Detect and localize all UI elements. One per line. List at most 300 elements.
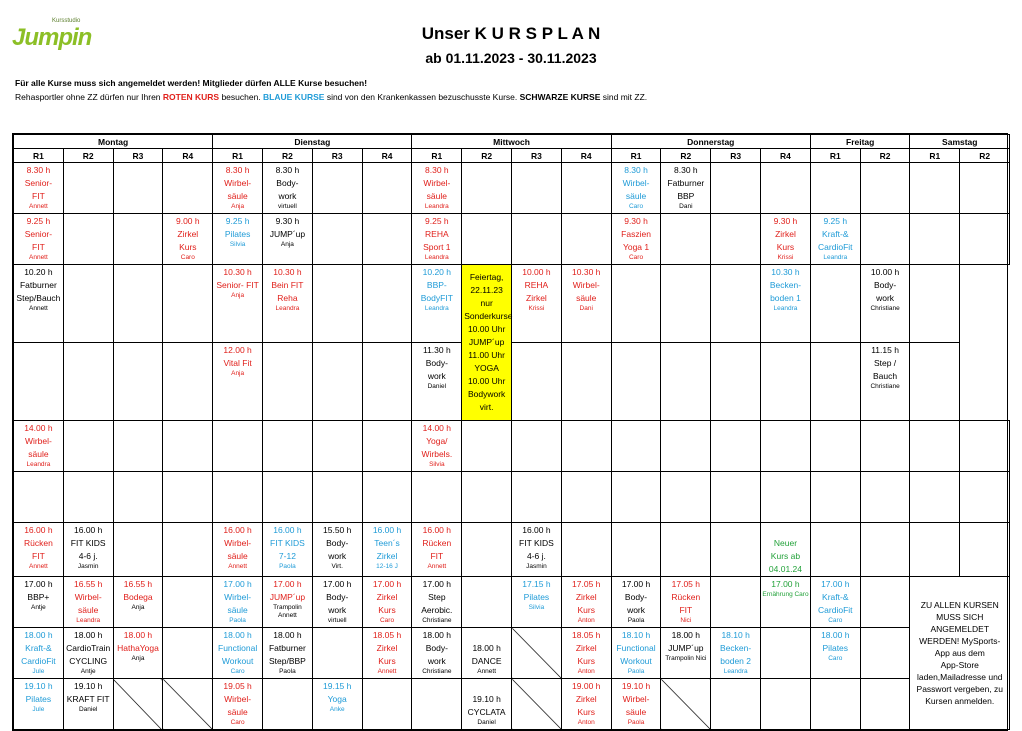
empty-cell [860,577,910,628]
empty-cell [213,472,263,523]
time-slot-row [14,421,1010,472]
instructor-name: Leandra [424,254,449,261]
empty-cell [362,679,412,730]
room-header: R4 [163,149,213,163]
empty-cell [362,472,412,523]
day-header-4: Freitag [810,135,910,149]
instructor-name: Leandra [424,305,449,312]
no-course-cell [113,679,163,730]
instructor-name: Caro [230,719,245,726]
no-course-cell [512,628,562,679]
black-course-label: SCHWARZE KURSE [519,92,601,102]
empty-cell [711,163,761,214]
course-cell: 9.25 h Kraft-& CardioFit Leandra [810,214,860,265]
course-cell: 18.00 h HathaYoga Anja [113,628,163,679]
instructor-name: Virt. [331,563,343,570]
empty-cell [910,214,960,265]
instructor-name: Antje [30,604,46,611]
instructor-name: Ernährung Caro [762,591,809,598]
empty-cell [312,343,362,421]
empty-cell [462,421,512,472]
empty-cell [163,343,213,421]
empty-cell [661,523,711,577]
room-header: R4 [362,149,412,163]
instructor-name: Christiane [870,383,900,390]
empty-cell [860,628,910,679]
instructor-name: Caro [379,617,395,624]
time-slot-row [14,679,1010,730]
instructor-name: Jasmin [77,563,99,570]
empty-cell [462,472,512,523]
empty-cell [860,679,910,730]
empty-cell [263,343,313,421]
holiday-note: Feiertag, 22.11.23 nur Sonderkurse 10.00 Uhr JUMP´up 11.00 Uhr YOGA 10.00 Uhr Bodywork virt. [462,265,512,421]
instructor-name: Christiane [422,668,452,675]
course-cell: 9.30 h Zirkel Kurs Krissi [761,214,811,265]
course-cell: 14.00 h Wirbel- säule Leandra [14,421,64,472]
info-line-1: Für alle Kurse muss sich angemeldet werden! Mitglieder dürfen ALLE Kurse besuchen! [15,78,368,88]
empty-cell [561,421,611,472]
instructor-name: Daniel [78,706,98,713]
empty-cell [163,628,213,679]
empty-cell [362,265,412,343]
empty-cell [711,265,761,343]
instructor-name: Anja [231,292,245,299]
empty-cell [661,265,711,343]
room-header: R2 [960,149,1010,163]
instructor-name: Trampolin Nici [665,655,707,662]
instructor-name: Annett [29,254,48,261]
empty-cell [362,421,412,472]
course-cell: 18.10 h Functional Workout Paola [611,628,661,679]
instructor-name: Jule [32,668,45,675]
empty-cell [611,472,661,523]
room-header: R1 [14,149,64,163]
course-cell: 18.00 h CardioTrain CYCLING Antje [63,628,113,679]
empty-cell [810,421,860,472]
course-cell: 16.55 h Bodega Anja [113,577,163,628]
instructor-name: Caro [628,254,644,261]
course-cell: 17.00 h Body- work Paola [611,577,661,628]
empty-cell [810,523,860,577]
course-cell: 17.00 h Wirbel- säule Paola [213,577,263,628]
empty-cell [462,523,512,577]
empty-cell [63,421,113,472]
course-cell: 10.30 h Senior- FIT Anja [213,265,263,343]
instructor-name: Anton [577,719,595,726]
empty-cell [63,163,113,214]
instructor-name: Anja [131,604,145,611]
empty-cell [14,343,64,421]
empty-cell [960,214,1010,265]
empty-cell [810,472,860,523]
day-header-1: Dienstag [213,135,412,149]
course-cell: 10.30 h Becken- boden 1 Leandra [761,265,811,343]
empty-cell [761,421,811,472]
instructor-name: Anja [280,241,294,248]
course-cell: 18.00 h Fatburner Step/BBP Paola [263,628,313,679]
course-cell: 19.10 h Wirbel- säule Paola [611,679,661,730]
empty-cell [512,472,562,523]
empty-cell [910,343,960,421]
empty-cell [561,523,611,577]
empty-cell [512,421,562,472]
empty-cell [561,343,611,421]
course-cell: 11.15 h Step / Bauch Christiane [860,343,910,421]
empty-cell [910,421,960,472]
empty-cell [810,343,860,421]
empty-cell [462,163,512,214]
empty-cell [711,214,761,265]
instructor-name: Paola [627,668,645,675]
time-slot-row [14,343,1010,421]
course-cell: 9.25 h Senior- FIT Annett [14,214,64,265]
empty-cell [561,472,611,523]
instructor-name: Annett [228,563,248,570]
time-slot-row [14,472,1010,523]
instructor-name: Anke [329,706,345,713]
course-cell: 16.00 h Rücken FIT Annett [14,523,64,577]
empty-cell [163,421,213,472]
instructor-name: Annett [29,305,48,312]
instructor-name: Caro [180,254,195,261]
course-cell: 18.00 h Functional Workout Caro [213,628,263,679]
empty-cell [761,163,811,214]
course-cell: 8.30 h Body- work virtuell [263,163,313,214]
no-course-cell [163,679,213,730]
instructor-name: Anja [231,203,245,210]
empty-cell [512,343,562,421]
instructor-name: Leandra [723,668,748,675]
instructor-name: Caro [230,668,245,675]
instructor-name: virtuell [327,617,347,624]
date-range: ab 01.11.2023 - 30.11.2023 [425,50,597,66]
empty-cell [910,163,960,214]
course-cell: 14.00 h Yoga/ Wirbels. Silvia [412,421,462,472]
course-cell: 19.10 h KRAFT FIT Daniel [63,679,113,730]
course-cell: 8.30 h Senior- FIT Annett [14,163,64,214]
logo-wordmark: Jumpin [12,24,92,51]
empty-cell [860,523,910,577]
room-header: R3 [711,149,761,163]
course-cell: 18.00 h Pilates Caro [810,628,860,679]
empty-cell [661,472,711,523]
instructor-name: Leandra [424,203,449,210]
empty-cell [711,472,761,523]
course-cell: 19.05 h Wirbel- säule Caro [213,679,263,730]
course-cell: 16.55 h Wirbel- säule Leandra [63,577,113,628]
empty-cell [63,265,113,343]
empty-cell [113,421,163,472]
course-cell: 8.30 h Fatburner BBP Dani [661,163,711,214]
empty-cell [661,214,711,265]
empty-cell [711,679,761,730]
instructor-name: Paola [627,719,645,726]
course-cell: 16.00 h FIT KIDS 7-12 Paola [263,523,313,577]
instructor-name: Krissi [528,305,545,312]
course-cell: 18.00 h DANCE Annett [462,628,512,679]
app-registration-note: ZU ALLEN KURSEN MUSS SICH ANGEMELDET WERDEN! MySports- App aus dem App-Store laden,Mailadresse und Passwort vergeben, zu Kursen anmelden. [910,577,1010,730]
course-cell: 9.30 h JUMP´up Anja [263,214,313,265]
empty-cell [611,523,661,577]
course-cell: 17.05 h Zirkel Kurs Anton [561,577,611,628]
course-cell: 18.05 h Zirkel Kurs Anton [561,628,611,679]
day-header-3: Donnerstag [611,135,810,149]
empty-cell [910,523,960,577]
empty-cell [412,679,462,730]
instructor-name: Caro [628,203,644,210]
instructor-name: Jule [32,706,45,713]
instructor-name: Silvia [229,241,246,248]
course-cell: 16.00 h FIT KIDS 4-6 j. Jasmin [512,523,562,577]
course-cell: 9.25 h REHA Sport 1 Leandra [412,214,462,265]
empty-cell [163,577,213,628]
room-header: R3 [113,149,163,163]
course-cell: 17.05 h Rücken FIT Nici [661,577,711,628]
empty-cell [611,421,661,472]
course-cell: 10.30 h Bein FIT Reha Leandra [263,265,313,343]
course-cell: 17.00 h BBP+ Antje [14,577,64,628]
empty-cell [213,421,263,472]
empty-cell [362,214,412,265]
instructor-name: Paola [627,617,645,624]
empty-cell [263,421,313,472]
empty-cell [860,421,910,472]
instructor-name: Silvia [429,461,445,468]
course-cell: 19.15 h Yoga Anke [312,679,362,730]
instructor-name: Trampolin Annett [273,604,302,619]
course-cell: 15.50 h Body- work Virt. [312,523,362,577]
course-cell: 18.10 h Becken- boden 2 Leandra [711,628,761,679]
empty-cell [362,163,412,214]
course-cell: 16.00 h Teen´s Zirkel 12-16 J [362,523,412,577]
empty-cell [761,343,811,421]
instructor-name: Paola [229,617,246,624]
empty-cell [63,472,113,523]
room-header: R2 [661,149,711,163]
instructor-name: Daniel [427,383,447,390]
instructor-name: Antje [80,668,96,675]
empty-cell [910,472,960,523]
course-cell: 17.00 h Ernährung Caro [761,577,811,628]
room-header: R2 [860,149,910,163]
instructor-name: Caro [828,617,843,624]
course-cell: 16.00 h Rücken FIT Annett [412,523,462,577]
empty-cell [163,163,213,214]
course-cell: 12.00 h Vital Fit Anja [213,343,263,421]
logo-subtitle: Kursstudio [52,18,81,24]
empty-cell [412,472,462,523]
course-cell: 17.00 h JUMP´up Trampolin Annett [263,577,313,628]
no-course-cell [512,679,562,730]
instructor-name: Annett [427,563,447,570]
course-cell: 10.20 h BBP- BodyFIT Leandra [412,265,462,343]
empty-cell [512,214,562,265]
room-header: R3 [512,149,562,163]
empty-cell [163,472,213,523]
empty-cell [661,421,711,472]
no-course-cell [661,679,711,730]
empty-cell [711,343,761,421]
empty-cell [810,265,860,343]
empty-cell [312,214,362,265]
time-slot-row [14,163,1010,214]
empty-cell [711,577,761,628]
empty-cell [163,265,213,343]
info-line-2: Rehasportler ohne ZZ dürfen nur Ihren ROTEN KURS besuchen. BLAUE KURSE sind von den Krankenkassen bezuschusste Kurse. SCHWARZE KURSE sind mit ZZ. [15,92,648,102]
course-cell: 16.00 h FIT KIDS 4-6 j. Jasmin [63,523,113,577]
empty-cell [312,628,362,679]
empty-cell [113,343,163,421]
instructor-name: Dani [679,203,693,210]
empty-cell [163,523,213,577]
empty-cell [960,523,1010,577]
course-cell: 9.30 h Faszien Yoga 1 Caro [611,214,661,265]
time-slot-row [14,577,1010,628]
course-cell: 18.00 h Kraft-& CardioFit Jule [14,628,64,679]
empty-cell [761,679,811,730]
empty-cell [960,163,1010,214]
empty-cell [113,163,163,214]
course-cell: 17.00 h Zirkel Kurs Caro [362,577,412,628]
course-cell: Neuer Kurs ab 04.01.24 [761,523,811,577]
course-cell: 18.00 h Body- work Christiane [412,628,462,679]
course-cell: 17.00 h Step Aerobic. Christiane [412,577,462,628]
empty-cell [113,523,163,577]
empty-cell [113,472,163,523]
empty-cell [661,343,711,421]
course-cell: 16.00 h Wirbel- säule Annett [213,523,263,577]
course-cell: 18.00 h JUMP´up Trampolin Nici [661,628,711,679]
empty-cell [263,472,313,523]
instructor-name: Leandra [275,305,300,312]
empty-cell [14,472,64,523]
course-cell: 10.00 h Body- work Christiane [860,265,910,343]
course-cell: 10.00 h REHA Zirkel Krissi [512,265,562,343]
room-header: R1 [810,149,860,163]
empty-cell [860,214,910,265]
course-cell: 17.00 h Kraft-& CardioFit Caro [810,577,860,628]
empty-cell [761,628,811,679]
room-header: R1 [412,149,462,163]
day-header-5: Samstag [910,135,1010,149]
instructor-name: Leandra [823,254,848,261]
instructor-name: Annett [29,203,48,210]
empty-cell [561,214,611,265]
day-header-2: Mittwoch [412,135,611,149]
room-header: R2 [462,149,512,163]
empty-cell [810,679,860,730]
instructor-name: Paola [279,668,296,675]
empty-cell [512,163,562,214]
empty-cell [910,265,960,343]
course-cell: 10.20 h Fatburner Step/Bauch Annett [14,265,64,343]
instructor-name: Nici [680,617,692,624]
empty-cell [711,523,761,577]
instructor-name: Christiane [422,617,452,624]
course-cell: 19.00 h Zirkel Kurs Anton [561,679,611,730]
empty-cell [362,343,412,421]
instructor-name: Jasmin [526,563,547,570]
empty-cell [611,343,661,421]
instructor-name: Anton [577,617,595,624]
room-header: R1 [910,149,960,163]
time-slot-row [14,628,1010,679]
instructor-name: Anton [577,668,595,675]
instructor-name: Caro [828,655,843,662]
room-header: R1 [213,149,263,163]
instructor-name: Leandra [773,305,798,312]
instructor-name: Christiane [870,305,900,312]
instructor-name: Silvia [528,604,545,611]
instructor-name: Annett [29,563,48,570]
instructor-name: Krissi [777,254,794,261]
course-cell: 19.10 h Pilates Jule [14,679,64,730]
empty-cell [263,679,313,730]
instructor-name: Annett [477,668,497,675]
course-cell: 11.30 h Body- work Daniel [412,343,462,421]
course-cell: 8.30 h Wirbel- säule Leandra [412,163,462,214]
room-header: R4 [761,149,811,163]
empty-cell [611,265,661,343]
time-slot-row [14,214,1010,265]
empty-cell [63,214,113,265]
room-header: R1 [611,149,661,163]
empty-cell [860,472,910,523]
course-cell: 18.05 h Zirkel Kurs Annett [362,628,412,679]
instructor-name: virtuell [278,203,297,210]
room-header: R2 [263,149,313,163]
empty-cell [561,163,611,214]
empty-cell [63,343,113,421]
instructor-name: Daniel [477,719,496,726]
instructor-name: Anja [131,655,145,662]
empty-cell [312,472,362,523]
page-title: Unser K U R S P L A N [421,24,601,43]
instructor-name: Leandra [26,461,51,468]
empty-cell [860,163,910,214]
course-cell: 9.25 h Pilates Silvia [213,214,263,265]
empty-cell [312,265,362,343]
course-cell: 17.00 h Body- work virtuell [312,577,362,628]
room-header: R3 [312,149,362,163]
empty-cell [810,163,860,214]
blue-course-label: BLAUE KURSE [263,92,325,102]
course-cell: 8.30 h Wirbel- säule Anja [213,163,263,214]
instructor-name: 12-16 J [376,563,398,570]
room-header: R4 [561,149,611,163]
instructor-name: Annett [377,668,397,675]
course-schedule-table [12,133,1008,731]
empty-cell [113,214,163,265]
time-slot-row [14,265,1010,343]
instructor-name: Paola [279,563,296,570]
course-cell: 10.30 h Wirbel- säule Dani [561,265,611,343]
empty-cell [761,472,811,523]
course-cell: 19.10 h CYCLATA Daniel [462,679,512,730]
course-cell: 17.15 h Pilates Silvia [512,577,562,628]
empty-cell [312,163,362,214]
instructor-name: Dani [579,305,593,312]
instructor-name: Leandra [76,617,101,624]
empty-cell [312,421,362,472]
empty-cell [711,421,761,472]
empty-cell [960,421,1010,472]
instructor-name: Anja [231,370,245,377]
empty-cell [113,265,163,343]
course-cell: 8.30 h Wirbel- säule Caro [611,163,661,214]
red-course-label: ROTEN KURS [162,92,220,102]
